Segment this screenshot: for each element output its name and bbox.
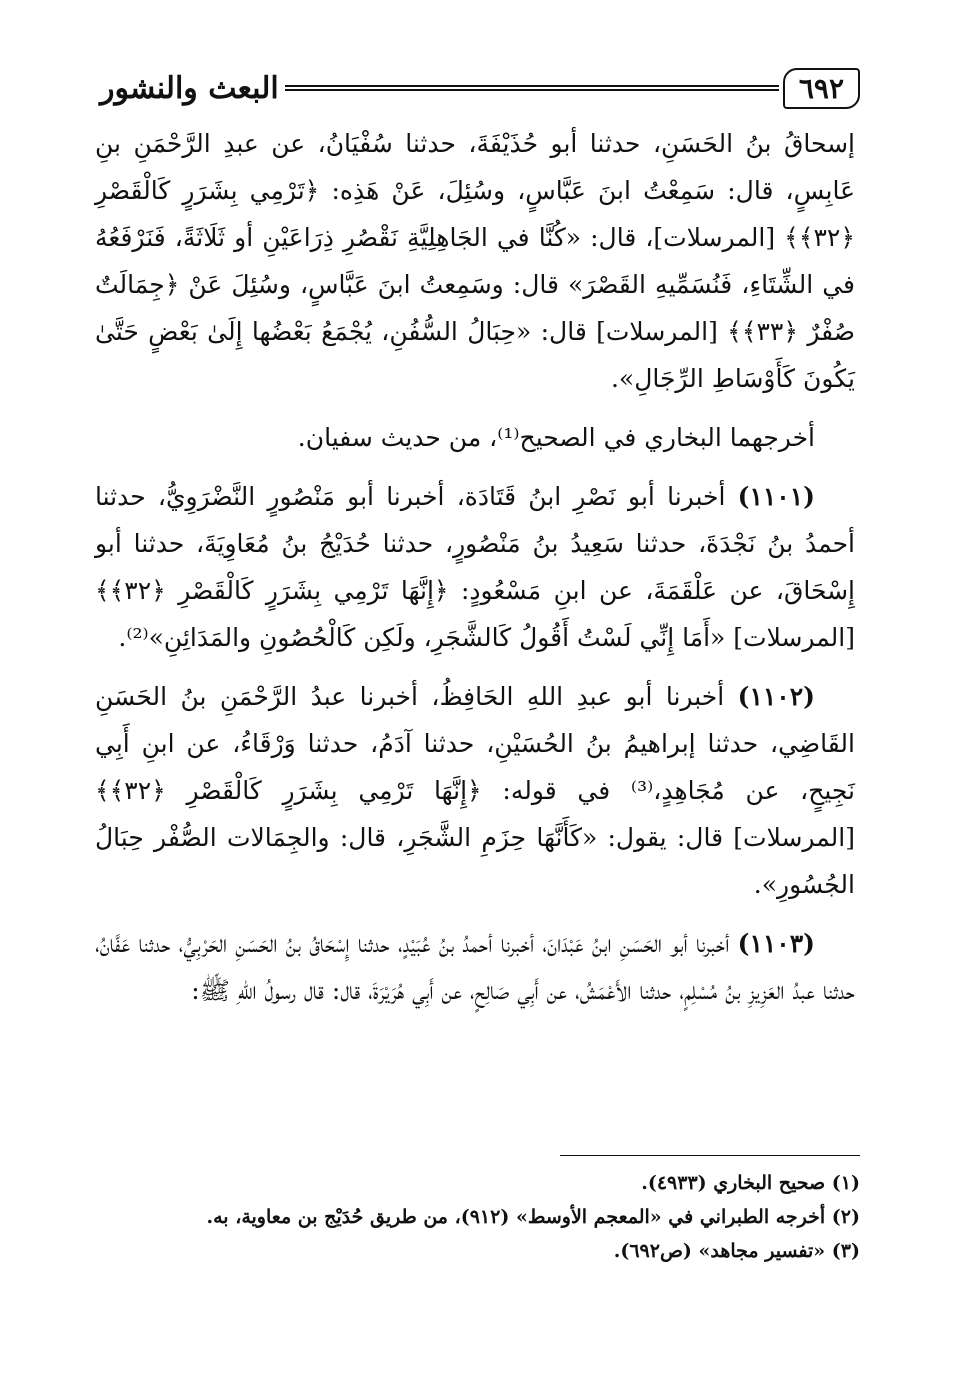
main-text <box>95 120 855 1026</box>
footnote: (١) صحيح البخاري (٤٩٣٣). <box>641 1172 860 1194</box>
hadith-1103 <box>95 920 855 1014</box>
footnote-separator <box>560 1155 860 1156</box>
page-number: ٦٩٢ <box>783 68 860 109</box>
footnotes <box>90 1166 860 1268</box>
paragraph-text: أخبرنا أبو الحَسَنِ ابنُ عَبْدَانَ، أخبرنا أحمدُ بنُ عُبَيْدٍ، حدثنا إِسْحَاقُ بنُ الحَسَنِ الحَرْبِيُّ، حدثنا عَفَّانُ، حدثنا عبدُ العَزِيزِ بنُ مُسْلِمٍ، حدثنا الأَعْمَشُ، عن أَبِي صَالِحٍ، عن أَبِي هُرَيْرَةَ، قال: قال رسولُ اللهِ ﷺ: <box>95 929 855 1005</box>
page-header <box>100 60 860 116</box>
paragraph <box>95 120 855 402</box>
footnote: (٣) «تفسير مجاهد» (ص٦٩٢). <box>613 1240 860 1262</box>
paragraph-text: أخبرنا أبو عبدِ اللهِ الحَافِظُ، أخبرنا عبدُ الرَّحْمَنِ بنُ الحَسَنِ القَاضِي، حدثنا إبراهيمُ بنُ الحُسَيْنِ، حدثنا آدَمُ، حدثنا وَرْقَاءُ، عن ابنِ أَبِي نَجِيحٍ، عن مُجَاهِدٍ،⁽³⁾ في قوله: ﴿إِنَّهَا تَرْمِي بِشَرَرٍ كَالْقَصْرِ ﴿٣٢﴾﴾ [المرسلات] قال: يقول: «كَأَنَّهَا حِزَمِ الشَّجَرِ، قال: والجِمَالات الصُّفْر حِبَالُ الجُسُورِ». <box>95 682 855 899</box>
hadith-number: (١١٠٣) <box>737 929 815 958</box>
hadith-number: (١١٠٢) <box>737 682 815 711</box>
header-rule <box>285 85 779 91</box>
footnote: (٢) أخرجه الطبراني في «المعجم الأوسط» (٩١٢)، من طريق حُدَيْج بن معاوية، به. <box>206 1206 860 1228</box>
hadith-number: (١١٠١) <box>737 482 815 511</box>
book-title: البعث والنشور <box>100 70 279 106</box>
paragraph-text: إسحاقُ بنُ الحَسَنِ، حدثنا أبو حُذَيْفَةَ، حدثنا سُفْيَانُ، عن عبدِ الرَّحْمَنِ بنِ عَابِسٍ، قال: سَمِعْتُ ابنَ عَبَّاسٍ، وسُئِلَ، عَنْ هَذِه: ﴿تَرْمِي بِشَرَرٍ كَالْقَصْرِ ﴿٣٢﴾﴾ [المرسلات]، قال: «كُنَّا في الجَاهِلِيَّةِ نَقْصُرِ ذِرَاعَيْنِ أو ثَلَاثَةً، فَنَرْفَعُهُ في الشِّتَاءِ، فَنُسَمِّيهِ القَصْرَ» قال: وسَمِعتُ ابنَ عَبَّاسٍ، وسُئِلَ عَنْ ﴿جِمَالَتٌ صُفْرٌ ﴿٣٣﴾﴾ [المرسلات] قال: «حِبَالُ السُّفُنِ، يُجْمَعُ بَعْضُها إِلَىٰ بَعْضٍ حَتَّىٰ يَكُونَ كَأَوْسَاطِ الرِّجَالِ». <box>95 129 855 393</box>
paragraph-text: أخبرنا أبو نَصْرِ ابنُ قَتَادَة، أخبرنا أبو مَنْصُورٍ النَّضْرَوِيُّ، حدثنا أحمدُ بنُ نَجْدَةَ، حدثنا سَعِيدُ بنُ مَنْصُورٍ، حدثنا حُدَيْجُ بنُ مُعَاوِيَةَ، حدثنا أبو إِسْحَاقَ، عن عَلْقَمَةَ، عن ابنِ مَسْعُودٍ: ﴿إِنَّهَا تَرْمِي بِشَرَرٍ كَالْقَصْرِ ﴿٣٢﴾﴾ [المرسلات] «أَمَا إِنِّي لَسْتُ أَقُولُ كَالشَّجَرِ، ولَكِن كَالْحُصُونِ والمَدَائِنِ»⁽²⁾. <box>95 482 855 652</box>
hadith-1102 <box>95 673 855 908</box>
hadith-1101 <box>95 473 855 661</box>
paragraph <box>95 414 855 461</box>
paragraph-text: أخرجهما البخاري في الصحيح⁽¹⁾، من حديث سفيان. <box>297 423 815 452</box>
